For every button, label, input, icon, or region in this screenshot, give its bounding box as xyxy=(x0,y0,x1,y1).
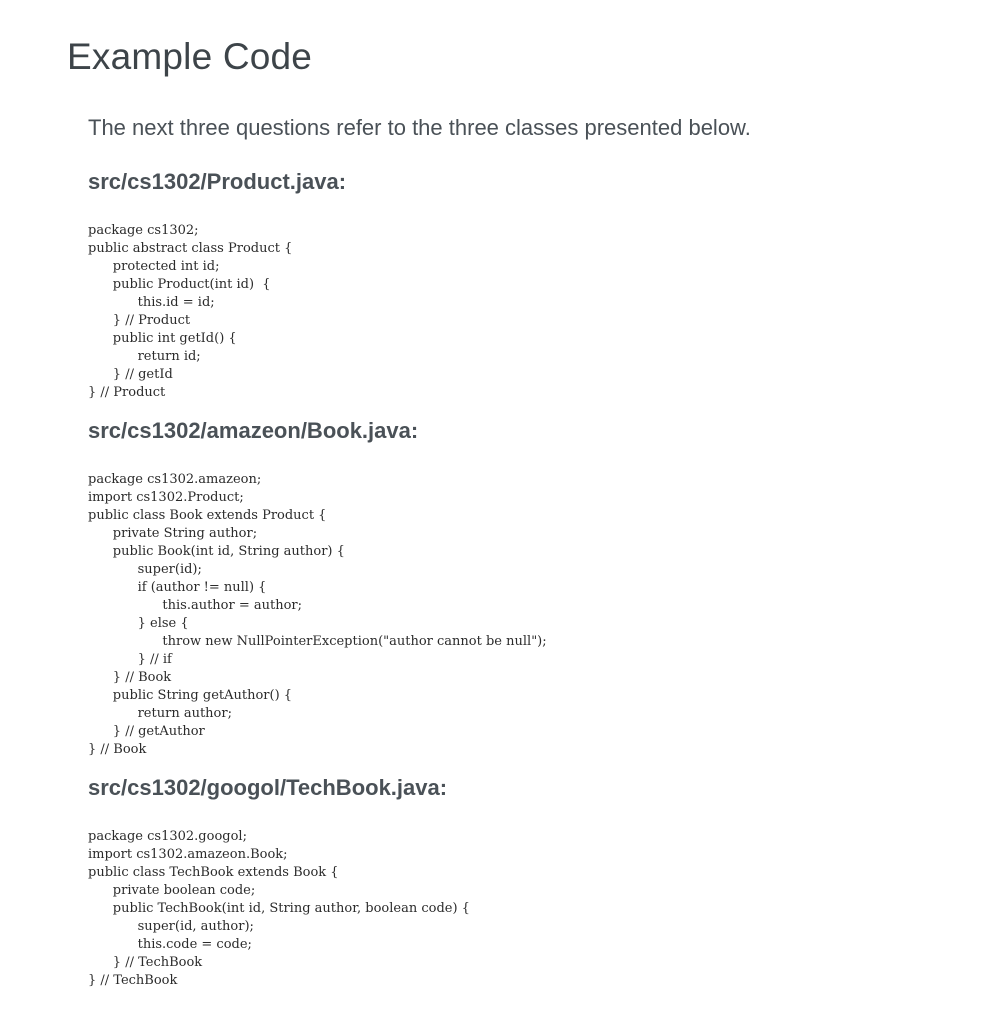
code-block-book: package cs1302.amazeon; import cs1302.Product; public class Book extends Product { private String author; public Book(int id, String author) { super(id); if (author != null) { this.author = author; } else { throw new NullPointerException("author cannot be null"); } // if } // Book public String getAuthor() { return author; } // getAuthor } // Book xyxy=(88,472,547,757)
code-block-techbook: package cs1302.googol; import cs1302.amazeon.Book; public class TechBook extends Book { private boolean code; public TechBook(int id, String author, boolean code) { super(id, author); this.code = code; } // TechBook } // TechBook xyxy=(88,829,470,988)
file-heading-techbook: src/cs1302/googol/TechBook.java: xyxy=(88,775,448,800)
code-block-product: package cs1302; public abstract class Product { protected int id; public Product(int id) { this.id = id; } // Product public int getId() { return id; } // getId } // Product xyxy=(88,223,293,400)
file-heading-product: src/cs1302/Product.java: xyxy=(88,169,347,194)
intro-text: The next three questions refer to the three classes presented below. xyxy=(88,115,751,140)
file-heading-book: src/cs1302/amazeon/Book.java: xyxy=(88,418,419,443)
page-title: Example Code xyxy=(67,36,313,77)
